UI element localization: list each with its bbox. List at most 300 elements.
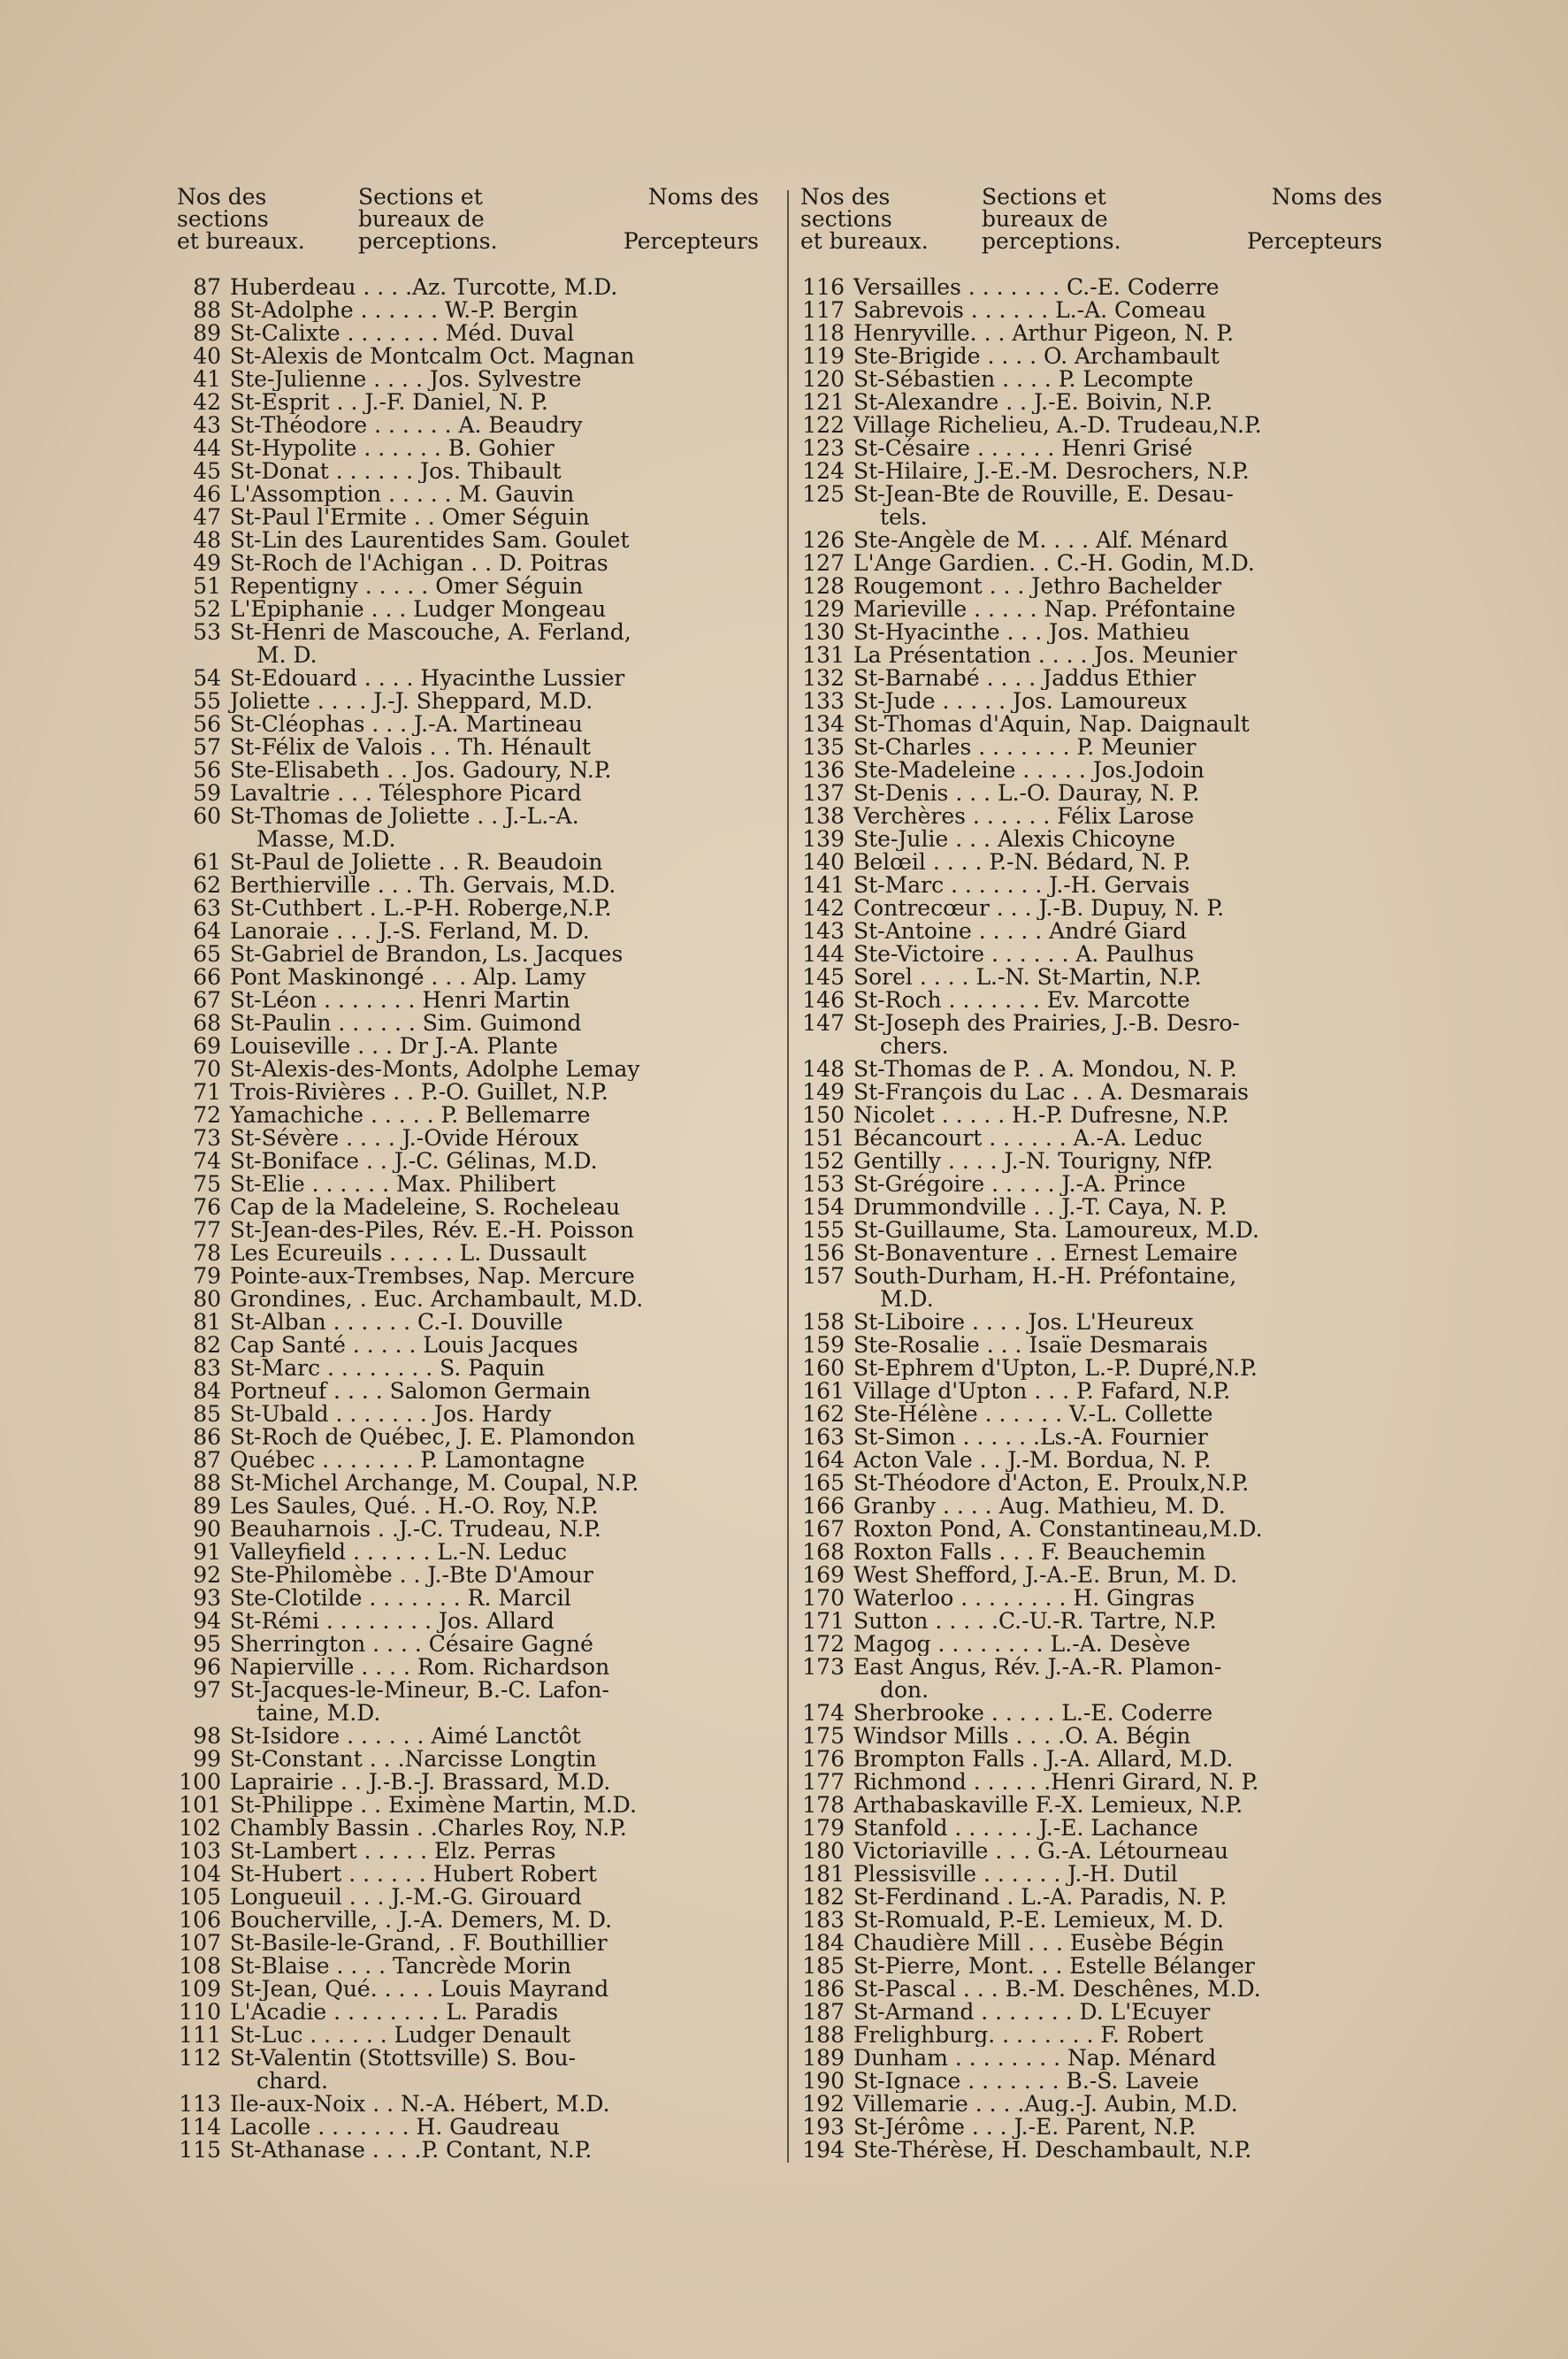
section-and-collector: Brompton Falls . J.-A. Allard, M.D. <box>853 1748 1234 1771</box>
entry-row <box>800 483 1388 506</box>
section-number: 44 <box>193 437 221 460</box>
section-and-collector: West Shefford, J.-A.-E. Brun, M. D. <box>853 1564 1238 1587</box>
section-number: 103 <box>179 1840 221 1863</box>
entry-row <box>177 1173 765 1196</box>
entry-row <box>800 345 1388 368</box>
entry-row <box>177 552 765 575</box>
entry-row <box>800 1725 1388 1748</box>
section-and-collector: St-Jude . . . . . Jos. Lamoureux <box>853 690 1188 713</box>
entry-row <box>800 782 1388 805</box>
section-and-collector: St-Thomas de Joliette . . J.-L.-A. <box>230 805 579 828</box>
section-and-collector: St-Luc . . . . . . Ludger Denault <box>230 2024 571 2047</box>
section-and-collector: Nicolet . . . . . H.-P. Dufresne, N.P. <box>853 1104 1229 1127</box>
section-and-collector: Marieville . . . . . Nap. Préfontaine <box>853 598 1236 621</box>
section-and-collector: Napierville . . . . Rom. Richardson <box>230 1656 610 1679</box>
section-and-collector: taine, M.D. <box>256 1702 381 1725</box>
entry-row <box>177 506 765 529</box>
section-number: 159 <box>802 1334 845 1357</box>
entry-row <box>177 667 765 690</box>
entry-row <box>177 1817 765 1840</box>
section-number: 59 <box>193 782 221 805</box>
section-and-collector: Drummondville . . J.-T. Caya, N. P. <box>853 1196 1228 1219</box>
section-number: 56 <box>193 713 221 736</box>
section-number: 69 <box>193 1035 221 1058</box>
section-number: 194 <box>802 2139 845 2162</box>
entry-row <box>800 1863 1388 1886</box>
section-and-collector: St-Guillaume, Sta. Lamoureux, M.D. <box>853 1219 1259 1242</box>
entry-row <box>800 1219 1388 1242</box>
section-number: 83 <box>193 1357 221 1380</box>
section-number: 151 <box>802 1127 845 1150</box>
entry-row <box>177 1978 765 2001</box>
entry-row <box>800 2116 1388 2139</box>
section-number: 68 <box>193 1012 221 1035</box>
section-and-collector: St-Grégoire . . . . . J.-A. Prince <box>853 1173 1186 1196</box>
section-number: 89 <box>193 322 221 345</box>
section-number: 43 <box>193 414 221 437</box>
section-number: 144 <box>802 943 845 966</box>
section-and-collector: Cap de la Madeleine, S. Rocheleau <box>230 1196 621 1219</box>
entry-row <box>177 1794 765 1817</box>
entry-row <box>800 1380 1388 1403</box>
entry-row <box>177 1656 765 1679</box>
section-number: 107 <box>179 1932 221 1955</box>
entry-row <box>800 644 1388 667</box>
section-number: 137 <box>802 782 845 805</box>
section-and-collector: L'Epiphanie . . . Ludger Mongeau <box>230 598 607 621</box>
entry-row <box>177 368 765 391</box>
section-and-collector: Ste-Angèle de M. . . . Alf. Ménard <box>853 529 1228 552</box>
entry-row <box>177 460 765 483</box>
entry-row <box>177 1495 765 1518</box>
entry-row <box>177 2116 765 2139</box>
section-number: 186 <box>802 1978 845 2001</box>
entry-row <box>177 1127 765 1150</box>
section-and-collector: Richmond . . . . . .Henri Girard, N. P. <box>853 1771 1259 1794</box>
section-number: 112 <box>179 2047 221 2070</box>
section-number: 179 <box>802 1817 845 1840</box>
section-number: 168 <box>802 1541 845 1564</box>
section-number: 182 <box>802 1886 845 1909</box>
section-and-collector: St-Antoine . . . . . André Giard <box>853 920 1187 943</box>
entry-row <box>800 1334 1388 1357</box>
section-number: 177 <box>802 1771 845 1794</box>
section-number: 47 <box>193 506 221 529</box>
section-and-collector: Ste-Elisabeth . . Jos. Gadoury, N.P. <box>230 759 612 782</box>
section-and-collector: St-Alexis de Montcalm Oct. Magnan <box>230 345 635 368</box>
entry-row <box>800 1909 1388 1932</box>
section-and-collector: St-Lin des Laurentides Sam. Goulet <box>230 529 630 552</box>
section-number: 143 <box>802 920 845 943</box>
entry-row <box>177 1587 765 1610</box>
section-number: 49 <box>193 552 221 575</box>
section-number: 62 <box>193 874 221 897</box>
section-number: 136 <box>802 759 845 782</box>
section-and-collector: Longueuil . . . J.-M.-G. Girouard <box>230 1886 582 1909</box>
section-number: 42 <box>193 391 221 414</box>
section-number: 118 <box>802 322 845 345</box>
entry-row <box>800 1633 1388 1656</box>
entry-row <box>800 529 1388 552</box>
section-and-collector: Cap Santé . . . . . Louis Jacques <box>230 1334 578 1357</box>
entry-row <box>177 1380 765 1403</box>
section-number: 158 <box>802 1311 845 1334</box>
entry-row <box>800 1058 1388 1081</box>
header-sections: Sections et bureaux de perceptions. <box>358 184 498 254</box>
section-and-collector: St-Michel Archange, M. Coupal, N.P. <box>230 1472 639 1495</box>
section-number: 119 <box>802 345 845 368</box>
section-number: 176 <box>802 1748 845 1771</box>
section-number: 129 <box>802 598 845 621</box>
entry-row <box>177 1035 765 1058</box>
entry-row <box>800 713 1388 736</box>
section-number: 190 <box>802 2070 845 2093</box>
entry-row <box>177 1909 765 1932</box>
section-number: 189 <box>802 2047 845 2070</box>
entry-row <box>177 1886 765 1909</box>
section-and-collector: chers. <box>880 1035 949 1058</box>
entry-row <box>177 1863 765 1886</box>
section-number: 70 <box>193 1058 221 1081</box>
entry-row <box>800 1748 1388 1771</box>
section-number: 73 <box>193 1127 221 1150</box>
section-number: 122 <box>802 414 845 437</box>
section-and-collector: Ste-Rosalie . . . Isaïe Desmarais <box>853 1334 1208 1357</box>
entry-row <box>177 1242 765 1265</box>
entry-row <box>800 1472 1388 1495</box>
entry-continuation <box>177 2070 765 2093</box>
header-section-numbers: Nos des sections et bureaux. <box>800 184 929 254</box>
section-and-collector: St-Bonaventure . . Ernest Lemaire <box>853 1242 1238 1265</box>
section-and-collector: St-Théodore d'Acton, E. Proulx,N.P. <box>853 1472 1250 1495</box>
section-number: 172 <box>802 1633 845 1656</box>
entry-row <box>177 966 765 989</box>
section-and-collector: St-Roch de l'Achigan . . D. Poitras <box>230 552 608 575</box>
section-and-collector: Plessisville . . . . . . J.-H. Dutil <box>853 1863 1178 1886</box>
section-number: 185 <box>802 1955 845 1978</box>
section-number: 125 <box>802 483 845 506</box>
entry-row <box>800 1587 1388 1610</box>
section-and-collector: St-Hubert . . . . . . Hubert Robert <box>230 1863 597 1886</box>
section-and-collector: St-Ignace . . . . . . . B.-S. Laveie <box>853 2070 1199 2093</box>
entry-row <box>177 1564 765 1587</box>
entry-row <box>177 1610 765 1633</box>
entry-row <box>177 1633 765 1656</box>
entry-row <box>177 805 765 828</box>
section-number: 152 <box>802 1150 845 1173</box>
section-and-collector: St-Thomas de P. . A. Mondou, N. P. <box>853 1058 1237 1081</box>
section-and-collector: St-Denis . . . L.-O. Dauray, N. P. <box>853 782 1200 805</box>
section-and-collector: St-Ephrem d'Upton, L.-P. Dupré,N.P. <box>853 1357 1258 1380</box>
section-and-collector: Louiseville . . . Dr J.-A. Plante <box>230 1035 558 1058</box>
section-number: 98 <box>193 1725 221 1748</box>
section-and-collector: St-Cuthbert . L.-P-H. Roberge,N.P. <box>230 897 612 920</box>
section-number: 138 <box>802 805 845 828</box>
entry-row <box>800 552 1388 575</box>
section-number: 65 <box>193 943 221 966</box>
entry-row <box>800 736 1388 759</box>
section-and-collector: Chambly Bassin . .Charles Roy, N.P. <box>230 1817 627 1840</box>
section-number: 60 <box>193 805 221 828</box>
section-and-collector: La Présentation . . . . Jos. Meunier <box>853 644 1237 667</box>
entry-continuation <box>800 1288 1388 1311</box>
section-number: 66 <box>193 966 221 989</box>
section-and-collector: St-Roch . . . . . . . Ev. Marcotte <box>853 989 1190 1012</box>
entry-row <box>177 575 765 598</box>
entry-row <box>177 1748 765 1771</box>
entry-row <box>177 2139 765 2162</box>
entry-row <box>177 299 765 322</box>
entry-row <box>800 2093 1388 2116</box>
entry-row <box>177 1012 765 1035</box>
entry-row <box>177 1403 765 1426</box>
section-and-collector: Pointe-aux-Trembses, Nap. Mercure <box>230 1265 635 1288</box>
section-number: 116 <box>802 276 845 299</box>
section-number: 121 <box>802 391 845 414</box>
section-and-collector: St-Basile-le-Grand, . F. Bouthillier <box>230 1932 608 1955</box>
entry-row <box>800 690 1388 713</box>
entry-row <box>800 391 1388 414</box>
section-number: 96 <box>193 1656 221 1679</box>
section-and-collector: Sutton . . . . .C.-U.-R. Tartre, N.P. <box>853 1610 1217 1633</box>
entry-row <box>800 1495 1388 1518</box>
entry-row <box>177 2024 765 2047</box>
entry-row <box>800 1311 1388 1334</box>
section-and-collector: St-Calixte . . . . . . . Méd. Duval <box>230 322 575 345</box>
entry-row <box>177 690 765 713</box>
section-and-collector: Sabrevois . . . . . . L.-A. Comeau <box>853 299 1206 322</box>
entry-row <box>800 1656 1388 1679</box>
section-number: 55 <box>193 690 221 713</box>
section-number: 161 <box>802 1380 845 1403</box>
section-number: 48 <box>193 529 221 552</box>
entry-row <box>800 1449 1388 1472</box>
entry-row <box>177 1150 765 1173</box>
section-number: 45 <box>193 460 221 483</box>
section-number: 153 <box>802 1173 845 1196</box>
entry-row <box>800 1518 1388 1541</box>
section-number: 154 <box>802 1196 845 1219</box>
entry-row <box>177 782 765 805</box>
section-and-collector: Rougemont . . . Jethro Bachelder <box>853 575 1222 598</box>
entry-row <box>177 1725 765 1748</box>
entry-row <box>800 575 1388 598</box>
section-number: 192 <box>802 2093 845 2116</box>
section-number: 157 <box>802 1265 845 1288</box>
section-and-collector: St-Isidore . . . . . . Aimé Lanctôt <box>230 1725 581 1748</box>
section-number: 124 <box>802 460 845 483</box>
section-and-collector: St-Athanase . . . .P. Contant, N.P. <box>230 2139 593 2162</box>
entry-row <box>800 414 1388 437</box>
section-number: 183 <box>802 1909 845 1932</box>
section-number: 46 <box>193 483 221 506</box>
section-number: 110 <box>179 2001 221 2024</box>
section-number: 94 <box>193 1610 221 1633</box>
section-and-collector: St-Jean-Bte de Rouville, E. Desau- <box>853 483 1234 506</box>
section-number: 123 <box>802 437 845 460</box>
section-number: 101 <box>179 1794 221 1817</box>
entry-continuation <box>800 506 1388 529</box>
section-and-collector: Victoriaville . . . G.-A. Létourneau <box>853 1840 1228 1863</box>
section-and-collector: Les Saules, Qué. . H.-O. Roy, N.P. <box>230 1495 599 1518</box>
section-and-collector: Lanoraie . . . J.-S. Ferland, M. D. <box>230 920 590 943</box>
entry-row <box>800 1932 1388 1955</box>
entry-continuation <box>177 1702 765 1725</box>
left-column-header <box>177 186 765 270</box>
section-number: 155 <box>802 1219 845 1242</box>
section-and-collector: Québec . . . . . . . P. Lamontagne <box>230 1449 585 1472</box>
section-and-collector: Ste-Clotilde . . . . . . . R. Marcil <box>230 1587 571 1610</box>
section-and-collector: St-Simon . . . . . .Ls.-A. Fournier <box>853 1426 1208 1449</box>
entry-row <box>177 1081 765 1104</box>
section-and-collector: South-Durham, H.-H. Préfontaine, <box>853 1265 1237 1288</box>
section-number: 102 <box>179 1817 221 1840</box>
entry-row <box>177 897 765 920</box>
entry-continuation <box>800 1035 1388 1058</box>
section-and-collector: Sherbrooke . . . . . L.-E. Coderre <box>853 1702 1213 1725</box>
section-and-collector: M.D. <box>880 1288 934 1311</box>
entry-row <box>177 1541 765 1564</box>
section-and-collector: St-Jean-des-Piles, Rév. E.-H. Poisson <box>230 1219 634 1242</box>
section-number: 80 <box>193 1288 221 1311</box>
section-and-collector: Bécancourt . . . . . . A.-A. Leduc <box>853 1127 1203 1150</box>
section-number: 184 <box>802 1932 845 1955</box>
section-and-collector: St-Félix de Valois . . Th. Hénault <box>230 736 591 759</box>
section-and-collector: St-Elie . . . . . . Max. Philibert <box>230 1173 556 1196</box>
section-and-collector: Versailles . . . . . . . C.-E. Coderre <box>853 276 1220 299</box>
section-number: 180 <box>802 1840 845 1863</box>
entry-continuation <box>177 644 765 667</box>
section-and-collector: chard. <box>256 2070 328 2093</box>
section-number: 178 <box>802 1794 845 1817</box>
entry-row <box>177 759 765 782</box>
section-number: 84 <box>193 1380 221 1403</box>
section-and-collector: Magog . . . . . . . . L.-A. Desève <box>853 1633 1190 1656</box>
section-number: 64 <box>193 920 221 943</box>
section-number: 171 <box>802 1610 845 1633</box>
section-and-collector: Ste-Philomèbe . . J.-Bte D'Amour <box>230 1564 593 1587</box>
section-number: 142 <box>802 897 845 920</box>
entry-row <box>177 1449 765 1472</box>
section-number: 148 <box>802 1058 845 1081</box>
entry-row <box>800 874 1388 897</box>
entry-row <box>800 1403 1388 1426</box>
entry-row <box>800 299 1388 322</box>
section-number: 113 <box>179 2093 221 2116</box>
entry-row <box>177 1426 765 1449</box>
entry-row <box>177 1265 765 1288</box>
section-number: 40 <box>193 345 221 368</box>
entry-row <box>800 667 1388 690</box>
entry-row <box>800 1426 1388 1449</box>
section-and-collector: St-Théodore . . . . . . A. Beaudry <box>230 414 583 437</box>
section-number: 175 <box>802 1725 845 1748</box>
section-and-collector: Contrecœur . . . J.-B. Dupuy, N. P. <box>853 897 1225 920</box>
entry-row <box>800 989 1388 1012</box>
left-column <box>177 184 765 2162</box>
section-number: 133 <box>802 690 845 713</box>
entry-row <box>800 2001 1388 2024</box>
section-number: 41 <box>193 368 221 391</box>
entry-row <box>177 483 765 506</box>
section-number: 87 <box>193 1449 221 1472</box>
section-and-collector: St-Paulin . . . . . . Sim. Guimond <box>230 1012 582 1035</box>
entry-row <box>800 1541 1388 1564</box>
entry-row <box>177 1288 765 1311</box>
section-number: 57 <box>193 736 221 759</box>
section-and-collector: Ste-Hélène . . . . . . V.-L. Collette <box>853 1403 1213 1426</box>
section-and-collector: St-Esprit . . J.-F. Daniel, N. P. <box>230 391 548 414</box>
entry-row <box>177 276 765 299</box>
section-and-collector: Repentigny . . . . . Omer Séguin <box>230 575 584 598</box>
entry-row <box>177 414 765 437</box>
section-and-collector: Roxton Pond, A. Constantineau,M.D. <box>853 1518 1263 1541</box>
section-number: 90 <box>193 1518 221 1541</box>
entry-row <box>800 2070 1388 2093</box>
section-and-collector: Roxton Falls . . . F. Beauchemin <box>853 1541 1206 1564</box>
section-and-collector: St-Gabriel de Brandon, Ls. Jacques <box>230 943 623 966</box>
entry-row <box>177 920 765 943</box>
section-and-collector: St-Marc . . . . . . . . S. Paquin <box>230 1357 546 1380</box>
section-and-collector: Berthierville . . . Th. Gervais, M.D. <box>230 874 616 897</box>
entry-row <box>800 1196 1388 1219</box>
entry-row <box>177 1679 765 1702</box>
section-and-collector: St-Charles . . . . . . . P. Meunier <box>853 736 1197 759</box>
section-and-collector: St-Blaise . . . . Tancrède Morin <box>230 1955 571 1978</box>
entry-row <box>800 828 1388 851</box>
section-and-collector: Boucherville, . J.-A. Demers, M. D. <box>230 1909 613 1932</box>
section-and-collector: Verchères . . . . . . Félix Larose <box>853 805 1195 828</box>
entry-row <box>800 2047 1388 2070</box>
section-number: 139 <box>802 828 845 851</box>
section-number: 128 <box>802 575 845 598</box>
entry-row <box>800 322 1388 345</box>
entry-row <box>800 897 1388 920</box>
section-and-collector: Ste-Victoire . . . . . . A. Paulhus <box>853 943 1195 966</box>
section-and-collector: East Angus, Rév. J.-A.-R. Plamon- <box>853 1656 1222 1679</box>
section-number: 91 <box>193 1541 221 1564</box>
section-number: 160 <box>802 1357 845 1380</box>
section-number: 76 <box>193 1196 221 1219</box>
section-and-collector: Village d'Upton . . . P. Fafard, N.P. <box>853 1380 1231 1403</box>
section-and-collector: Les Ecureuils . . . . . L. Dussault <box>230 1242 586 1265</box>
section-and-collector: Yamachiche . . . . . P. Bellemarre <box>230 1104 591 1127</box>
entry-row <box>177 1196 765 1219</box>
entry-row <box>800 598 1388 621</box>
section-and-collector: St-Alexandre . . J.-E. Boivin, N.P. <box>853 391 1213 414</box>
section-number: 130 <box>802 621 845 644</box>
section-and-collector: St-Jacques-le-Mineur, B.-C. Lafon- <box>230 1679 609 1702</box>
section-and-collector: Grondines, . Euc. Archambault, M.D. <box>230 1288 644 1311</box>
section-and-collector: Beauharnois . .J.-C. Trudeau, N.P. <box>230 1518 601 1541</box>
section-number: 105 <box>179 1886 221 1909</box>
section-number: 61 <box>193 851 221 874</box>
section-number: 54 <box>193 667 221 690</box>
section-and-collector: Ste-Julie . . . Alexis Chicoyne <box>853 828 1175 851</box>
section-number: 108 <box>179 1955 221 1978</box>
header-collectors: Noms des Percepteurs <box>1247 184 1382 254</box>
section-number: 127 <box>802 552 845 575</box>
entry-row <box>800 2024 1388 2047</box>
section-number: 117 <box>802 299 845 322</box>
section-number: 114 <box>179 2116 221 2139</box>
section-number: 71 <box>193 1081 221 1104</box>
entry-row <box>800 1081 1388 1104</box>
section-and-collector: M. D. <box>256 644 317 667</box>
section-and-collector: St-Romuald, P.-E. Lemieux, M. D. <box>853 1909 1224 1932</box>
section-and-collector: Frelighburg. . . . . . . . F. Robert <box>853 2024 1204 2047</box>
section-and-collector: Joliette . . . . J.-J. Sheppard, M.D. <box>230 690 593 713</box>
